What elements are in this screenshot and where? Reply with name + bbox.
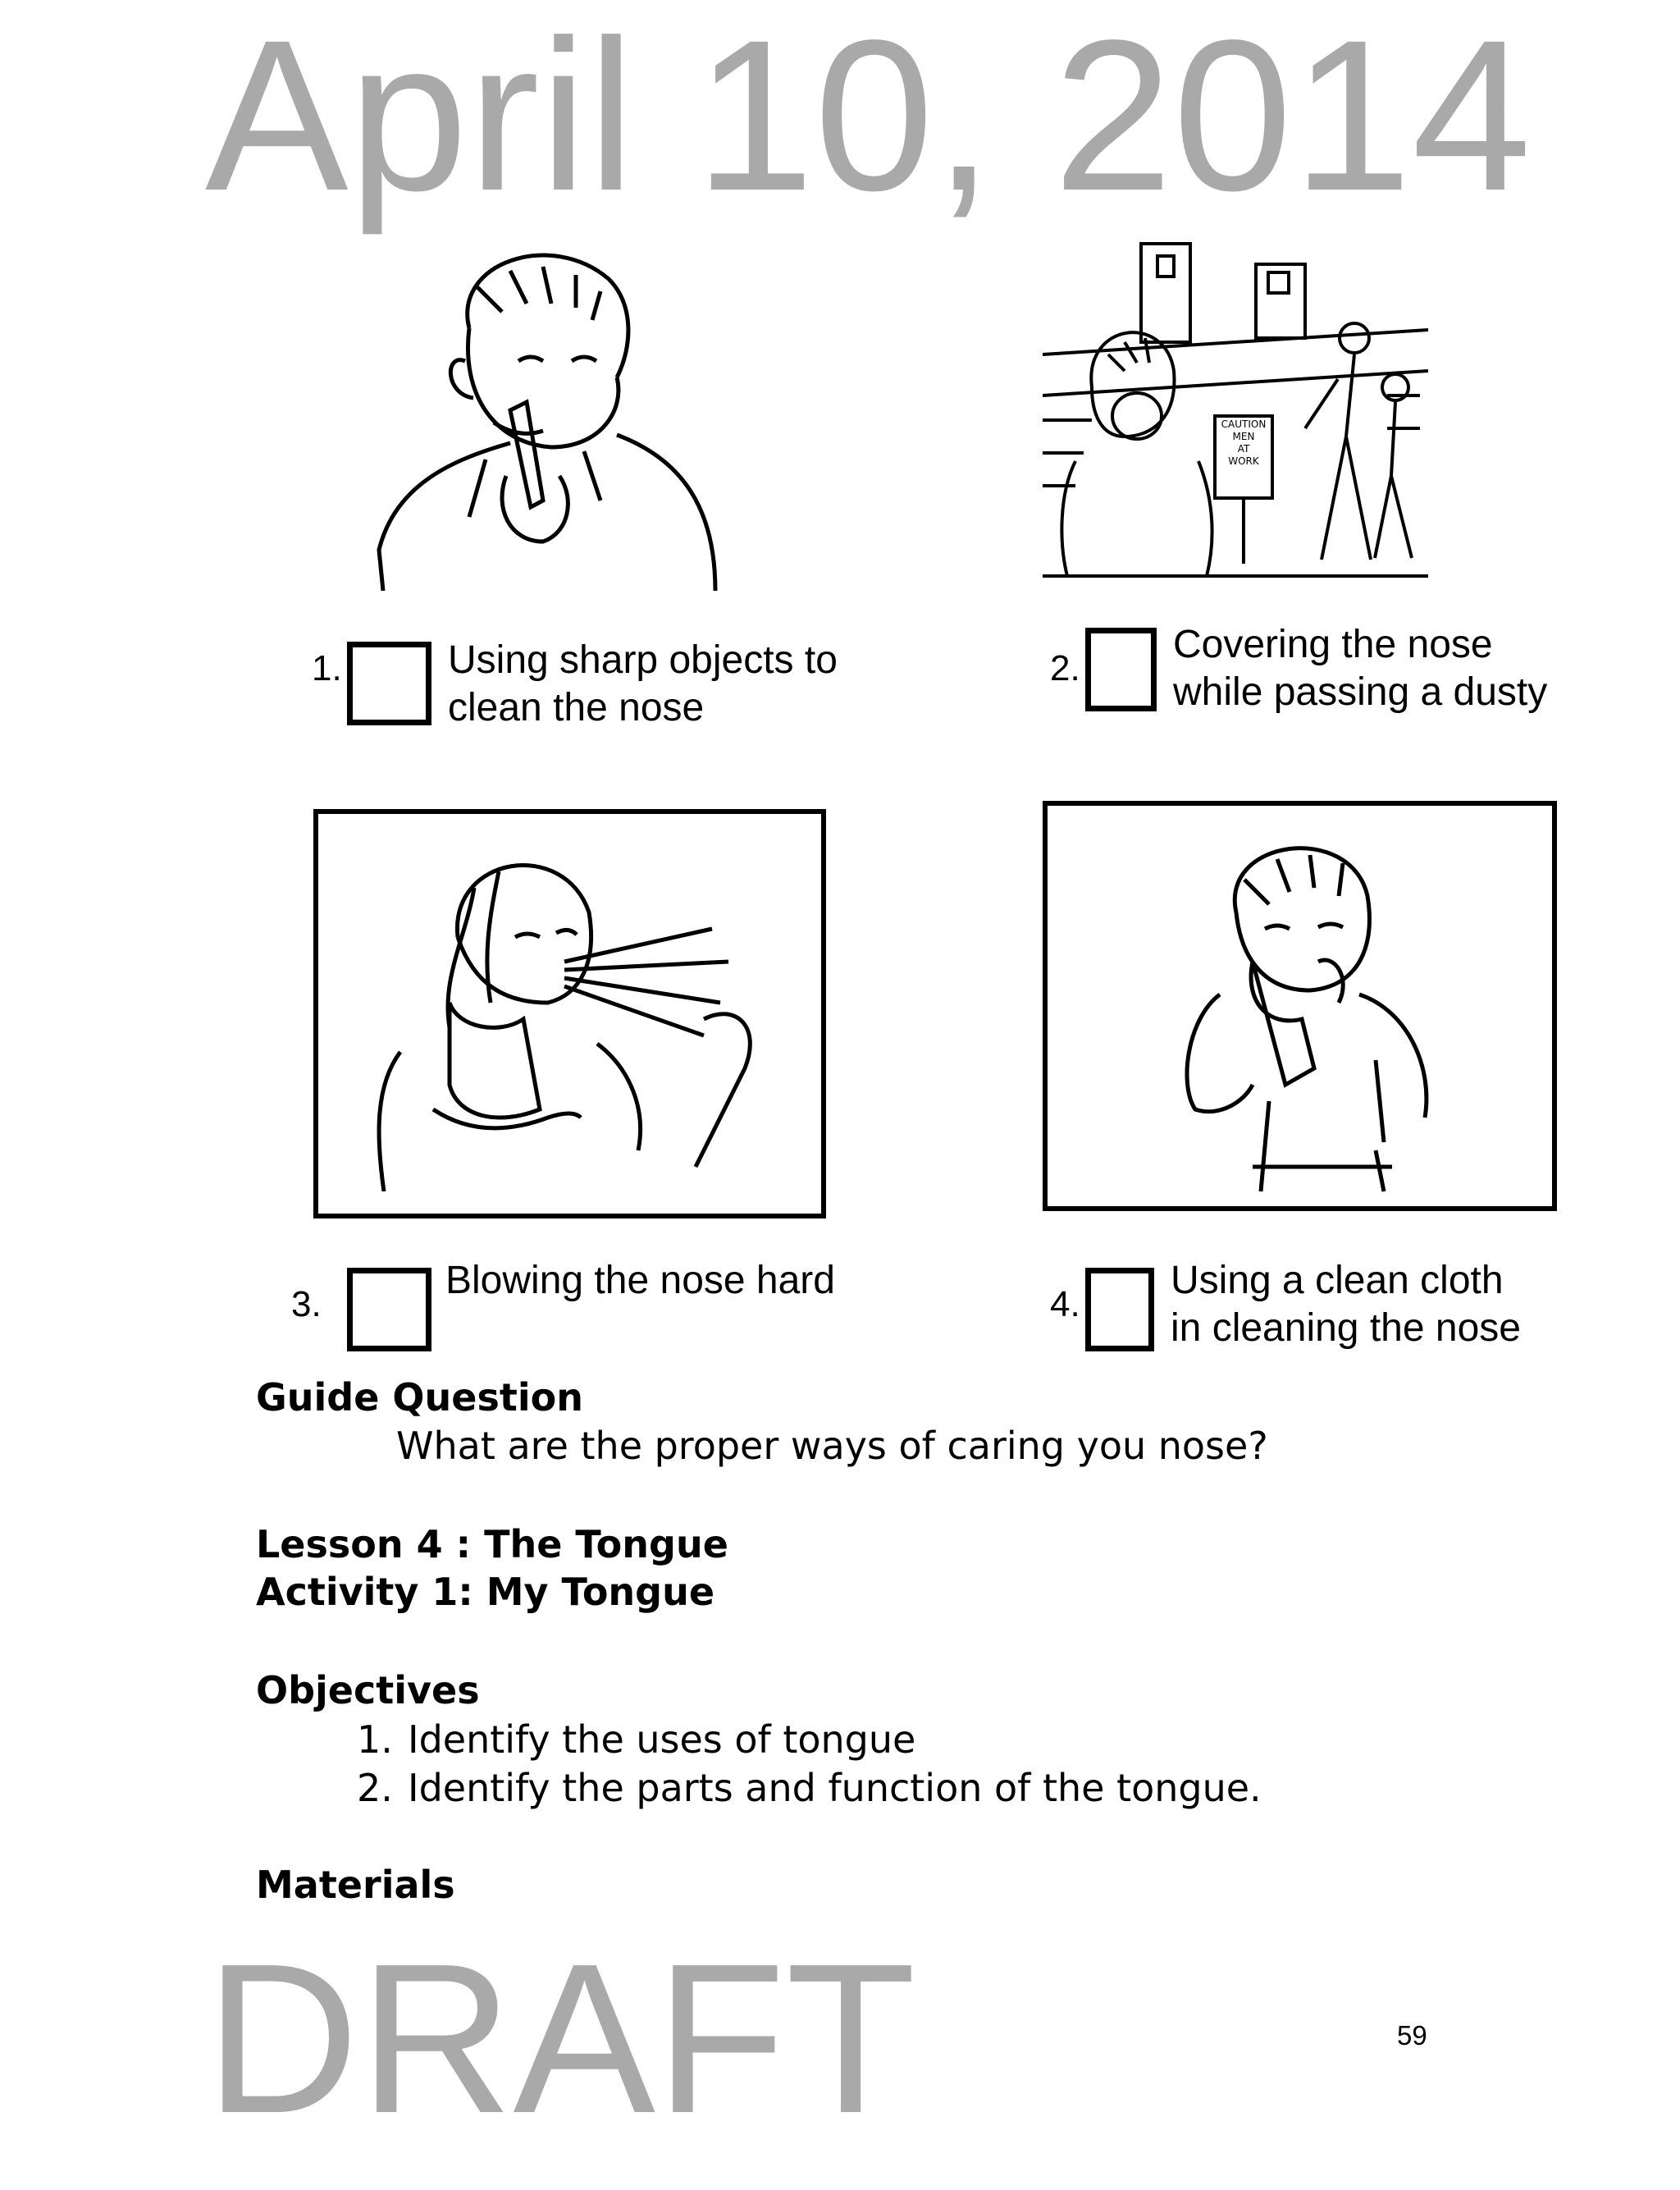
caption-line: in cleaning the nose: [1171, 1306, 1521, 1350]
watermark-date: April 10, 2014: [205, 0, 1532, 235]
answer-checkbox-1[interactable]: [347, 642, 431, 725]
item-number: 2.: [1050, 648, 1080, 688]
activity-title: Activity 1: My Tongue: [256, 1570, 715, 1614]
materials-heading: Materials: [256, 1863, 455, 1907]
caption-line: Blowing the nose hard: [445, 1259, 835, 1302]
answer-checkbox-2[interactable]: [1085, 628, 1157, 711]
girl-covering-nose-illustration: [1043, 231, 1428, 584]
item-number: 1.: [312, 648, 342, 688]
guide-question-text: What are the proper ways of caring you nose?: [396, 1424, 1268, 1468]
item-number: 3.: [291, 1284, 322, 1324]
caution-sign-text: [1217, 418, 1271, 468]
caption-line: Using sharp objects to: [448, 638, 838, 682]
watermark-draft: DRAFT: [205, 1920, 916, 2158]
objective-number: 1.: [357, 1717, 393, 1762]
sign-line: MEN: [1232, 431, 1255, 442]
caption-2: [1173, 621, 1547, 716]
answer-checkbox-3[interactable]: [347, 1268, 431, 1351]
objective-number: 2.: [357, 1766, 393, 1810]
guide-question-heading: Guide Question: [256, 1375, 583, 1420]
caption-4: [1171, 1257, 1521, 1352]
girl-blowing-nose-illustration: [351, 839, 794, 1191]
caption-line: clean the nose: [448, 686, 705, 729]
page-number: 59: [1397, 2020, 1427, 2051]
objective-text: Identify the parts and function of the tongue.: [408, 1766, 1262, 1810]
caption-line: Using a clean cloth: [1171, 1259, 1504, 1302]
caption-3: [445, 1257, 835, 1305]
answer-checkbox-4[interactable]: [1085, 1268, 1154, 1351]
item-number: 4.: [1050, 1284, 1080, 1324]
caption-line: while passing a dusty: [1173, 670, 1548, 714]
sign-line: WORK: [1228, 455, 1259, 467]
caption-1: [448, 637, 838, 732]
boy-picking-nose-illustration: [371, 238, 732, 591]
boy-wiping-nose-frame: [1043, 801, 1557, 1211]
objectives-heading: Objectives: [256, 1668, 480, 1712]
boy-wiping-nose-illustration: [1171, 839, 1449, 1200]
sign-line: AT: [1237, 443, 1250, 455]
objective-text: Identify the uses of tongue: [408, 1717, 916, 1762]
caption-line: Covering the nose: [1173, 623, 1493, 666]
lesson-title: Lesson 4 : The Tongue: [256, 1522, 728, 1566]
girl-blowing-nose-frame: [313, 809, 826, 1218]
sign-line: CAUTION: [1221, 418, 1267, 430]
